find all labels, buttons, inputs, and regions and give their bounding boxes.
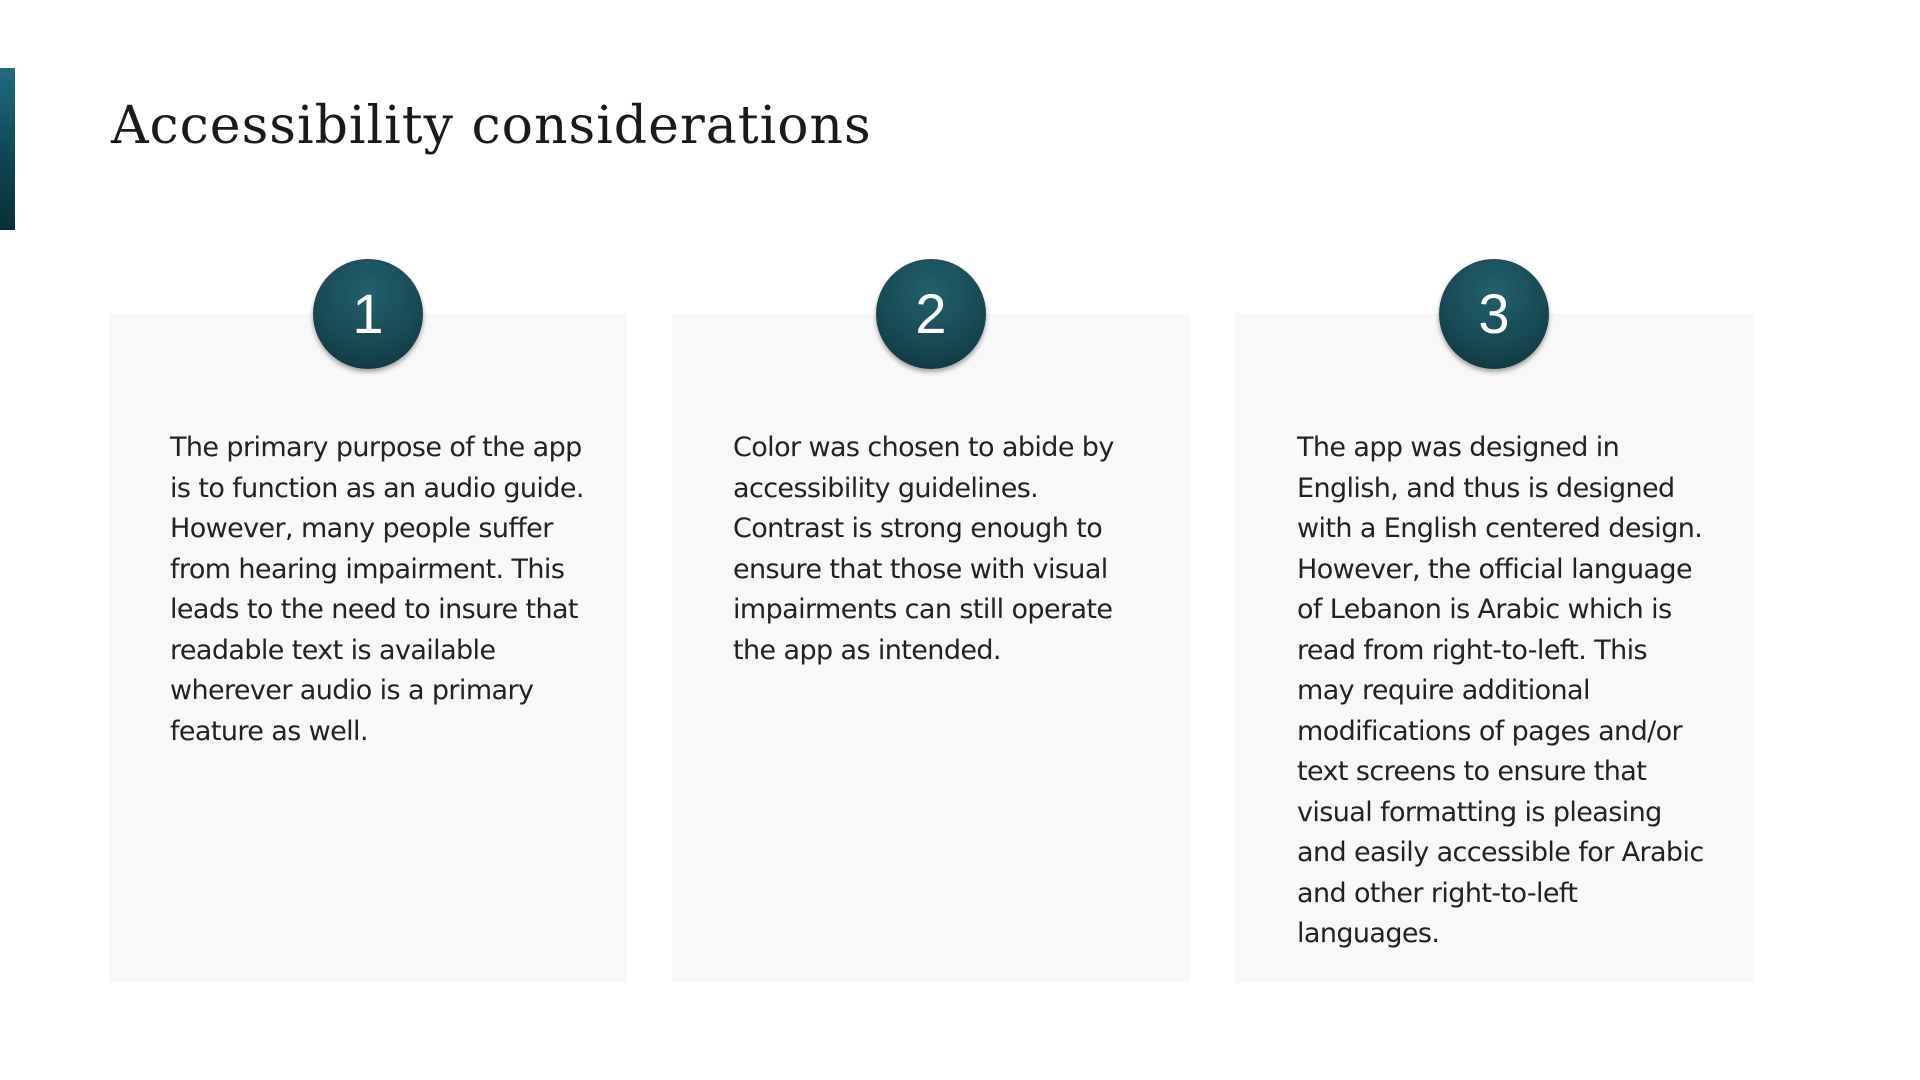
card-1-text: The primary purpose of the app is to function as an audio guide. However, many people suffer from hearing impairment. This leads to the need to insure that readable text is available wherever audio is a primary feature as well. xyxy=(170,432,584,747)
accent-bar xyxy=(0,68,15,230)
number-badge-3: 3 xyxy=(1439,259,1549,369)
number-badge-1: 1 xyxy=(313,259,423,369)
card-2-text: Color was chosen to abide by accessibility guidelines. Contrast is strong enough to ensure that those with visual impairments can still operate the app as intended. xyxy=(733,432,1114,666)
number-badge-2: 2 xyxy=(876,259,986,369)
card-3-text: The app was designed in English, and thus is designed with a English centered design. However, the official language of Lebanon is Arabic which is read from right-to-left. This may require additional modifications of pages and/or text screens to ensure that visual formatting is pleasing and easily accessible for Arabic and other right-to-left languages. xyxy=(1297,432,1704,949)
slide-title: Accessibility considerations xyxy=(111,96,872,156)
